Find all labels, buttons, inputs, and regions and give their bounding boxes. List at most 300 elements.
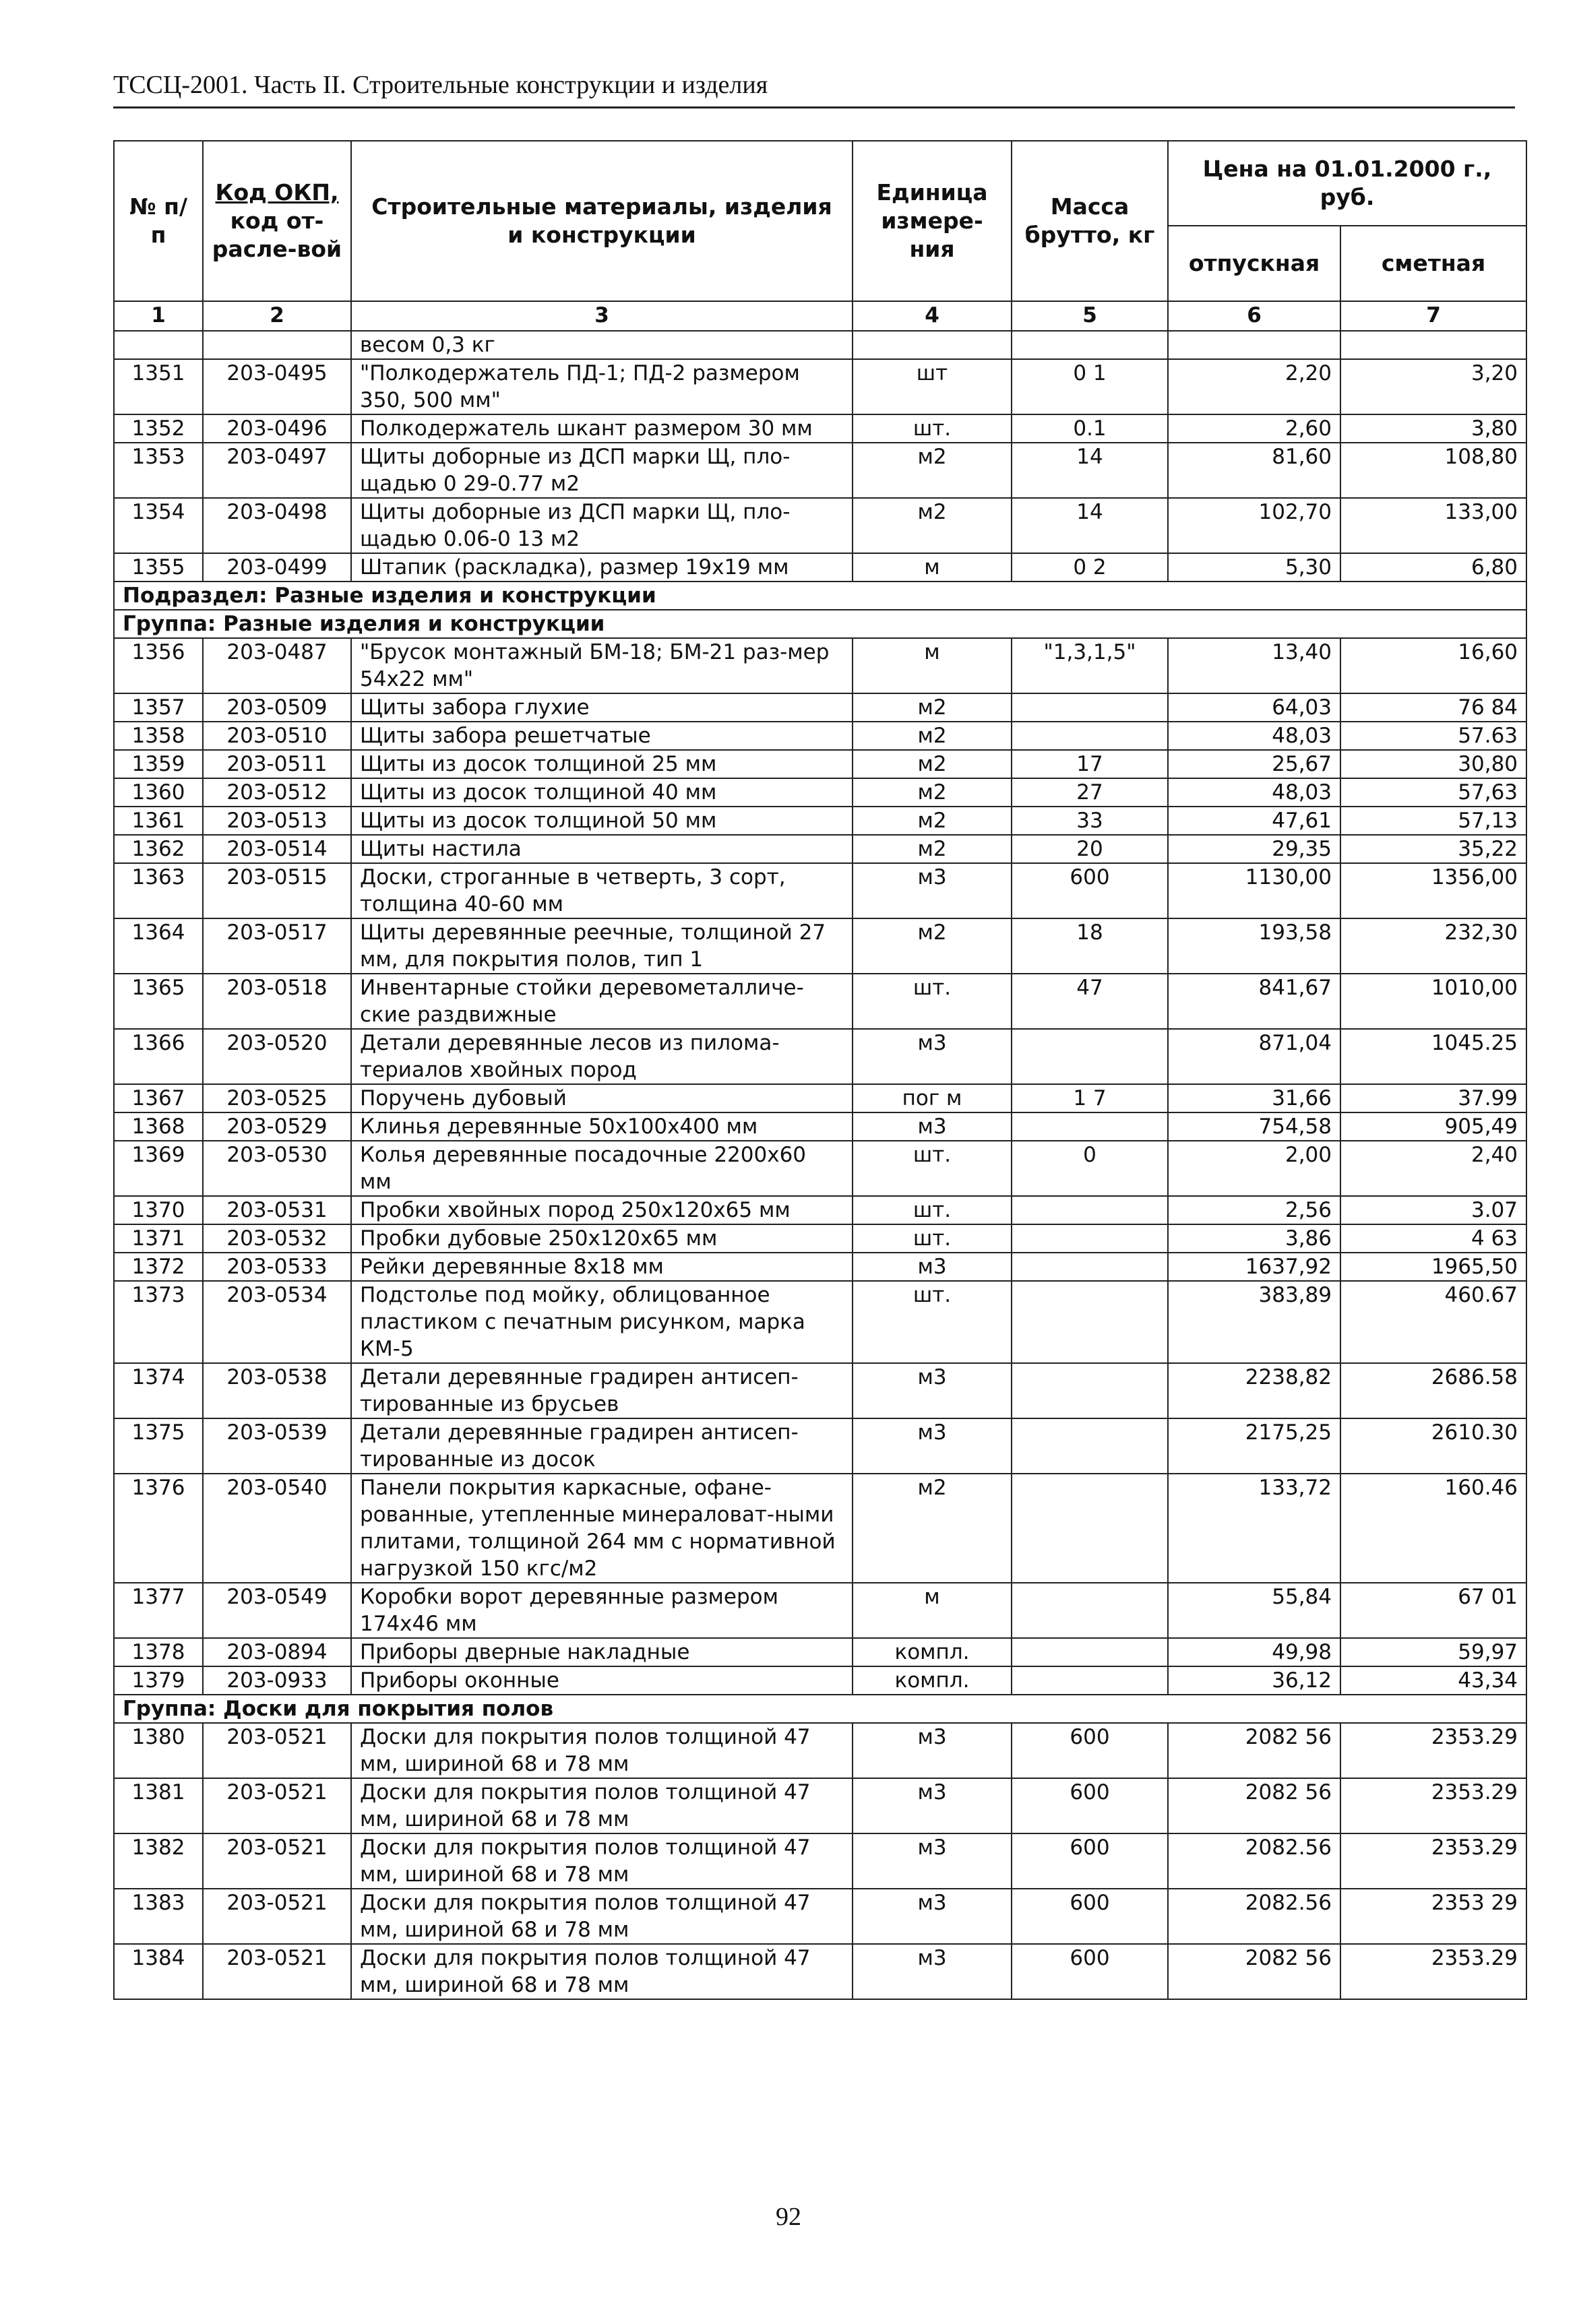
row-price-estimate: 16,60 (1340, 638, 1526, 693)
row-price-release: 754,58 (1168, 1112, 1340, 1141)
row-unit: м (853, 638, 1012, 693)
row-price-estimate: 57,13 (1340, 807, 1526, 835)
row-name: Клинья деревянные 50x100x400 мм (351, 1112, 853, 1141)
row-price-release: 48,03 (1168, 778, 1340, 807)
row-price-estimate: 2,40 (1340, 1141, 1526, 1196)
row-name: Детали деревянные лесов из пилома-териалов хвойных пород (351, 1029, 853, 1084)
table-row (114, 863, 1526, 918)
running-head: ТССЦ-2001. Часть II. Строительные конструкции и изделия (113, 71, 768, 99)
row-number: 1367 (114, 1084, 203, 1112)
row-code: 203-0514 (203, 835, 351, 863)
row-mass (1012, 1418, 1168, 1474)
row-price-estimate: 2610.30 (1340, 1418, 1526, 1474)
row-unit: шт (853, 359, 1012, 414)
row-code: 203-0520 (203, 1029, 351, 1084)
row-mass (1012, 1281, 1168, 1363)
row-name: Детали деревянные градирен антисеп-тированные из досок (351, 1418, 853, 1474)
row-unit: м2 (853, 807, 1012, 835)
row-price-release: 55,84 (1168, 1583, 1340, 1638)
row-name: весом 0,3 кг (351, 331, 853, 359)
row-unit: м (853, 553, 1012, 582)
row-unit: м2 (853, 1474, 1012, 1583)
row-price-estimate: 57.63 (1340, 722, 1526, 750)
row-unit: м2 (853, 835, 1012, 863)
rows-group-floor (114, 1723, 1526, 1999)
row-price-estimate: 133,00 (1340, 498, 1526, 553)
row-price-estimate: 1010,00 (1340, 974, 1526, 1029)
row-mass (1012, 1474, 1168, 1583)
row-mass: 14 (1012, 443, 1168, 498)
row-name: Пробки дубовые 250x120x65 мм (351, 1224, 853, 1253)
row-mass (1012, 693, 1168, 722)
header-unit: Единица измере-ния (853, 141, 1012, 301)
row-code: 203-0525 (203, 1084, 351, 1112)
table-row (114, 807, 1526, 835)
row-code: 203-0530 (203, 1141, 351, 1196)
row-price-release: 102,70 (1168, 498, 1340, 553)
table-row (114, 359, 1526, 414)
row-name: "Брусок монтажный БМ-18; БМ-21 раз-мер 54x22 мм" (351, 638, 853, 693)
row-name: Пробки хвойных пород 250x120x65 мм (351, 1196, 853, 1224)
row-mass (1012, 1363, 1168, 1418)
table-row (114, 498, 1526, 553)
row-number: 1381 (114, 1778, 203, 1833)
row-mass: 47 (1012, 974, 1168, 1029)
table-row (114, 918, 1526, 974)
row-unit: м2 (853, 722, 1012, 750)
row-name: Полкодержатель шкант размером 30 мм (351, 414, 853, 443)
row-name: Щиты из досок толщиной 25 мм (351, 750, 853, 778)
row-price-release: 29,35 (1168, 835, 1340, 863)
row-price-release: 193,58 (1168, 918, 1340, 974)
column-index-row (114, 301, 1526, 331)
row-price-release: 2,20 (1168, 359, 1340, 414)
row-mass: 27 (1012, 778, 1168, 807)
row-code: 203-0518 (203, 974, 351, 1029)
row-price-release: 1637,92 (1168, 1253, 1340, 1281)
table-row (114, 443, 1526, 498)
row-number: 1380 (114, 1723, 203, 1778)
row-number: 1377 (114, 1583, 203, 1638)
row-number: 1374 (114, 1363, 203, 1418)
row-mass (1012, 331, 1168, 359)
row-mass: 33 (1012, 807, 1168, 835)
row-price-estimate: 2353.29 (1340, 1833, 1526, 1889)
row-price-estimate: 3.07 (1340, 1196, 1526, 1224)
header-code (203, 141, 351, 301)
row-price-estimate (1340, 331, 1526, 359)
row-price-estimate: 1356,00 (1340, 863, 1526, 918)
row-mass: 20 (1012, 835, 1168, 863)
header-mass: Масса брутто, кг (1012, 141, 1168, 301)
table-row (114, 1833, 1526, 1889)
row-number: 1384 (114, 1944, 203, 1999)
row-unit: м3 (853, 1112, 1012, 1141)
row-unit: м3 (853, 1253, 1012, 1281)
row-price-release: 871,04 (1168, 1029, 1340, 1084)
row-code: 203-0496 (203, 414, 351, 443)
row-unit: м2 (853, 778, 1012, 807)
row-number: 1372 (114, 1253, 203, 1281)
table-row (114, 1889, 1526, 1944)
row-number: 1369 (114, 1141, 203, 1196)
row-name: "Полкодержатель ПД-1; ПД-2 размером 350, 500 мм" (351, 359, 853, 414)
table-row (114, 414, 1526, 443)
row-code: 203-0511 (203, 750, 351, 778)
row-mass: 600 (1012, 1889, 1168, 1944)
row-price-release: 64,03 (1168, 693, 1340, 722)
row-price-estimate: 1965,50 (1340, 1253, 1526, 1281)
row-name: Приборы дверные накладные (351, 1638, 853, 1666)
row-price-release: 47,61 (1168, 807, 1340, 835)
row-price-estimate: 67 01 (1340, 1583, 1526, 1638)
row-code: 203-0933 (203, 1666, 351, 1695)
row-number: 1373 (114, 1281, 203, 1363)
row-mass: 14 (1012, 498, 1168, 553)
table-row (114, 331, 1526, 359)
row-code: 203-0533 (203, 1253, 351, 1281)
row-number: 1366 (114, 1029, 203, 1084)
row-name: Доски, строганные в четверть, 3 сорт, толщина 40-60 мм (351, 863, 853, 918)
row-price-estimate: 3,80 (1340, 414, 1526, 443)
table-row (114, 1666, 1526, 1695)
table-row (114, 1944, 1526, 1999)
row-unit: м3 (853, 1029, 1012, 1084)
row-code: 203-0513 (203, 807, 351, 835)
row-mass: 1 7 (1012, 1084, 1168, 1112)
row-price-estimate: 6,80 (1340, 553, 1526, 582)
column-index: 1 (114, 301, 203, 331)
row-unit: м3 (853, 1778, 1012, 1833)
table-row (114, 1583, 1526, 1638)
row-code: 203-0521 (203, 1723, 351, 1778)
row-code: 203-0529 (203, 1112, 351, 1141)
row-code: 203-0521 (203, 1778, 351, 1833)
subsection-block (114, 582, 1526, 638)
table-row (114, 1029, 1526, 1084)
header-price-estimate: сметная (1340, 226, 1526, 301)
row-unit: компл. (853, 1666, 1012, 1695)
row-code: 203-0894 (203, 1638, 351, 1666)
table-row (114, 1638, 1526, 1666)
table-row (114, 553, 1526, 582)
row-mass (1012, 1638, 1168, 1666)
row-code: 203-0549 (203, 1583, 351, 1638)
row-price-estimate: 3,20 (1340, 359, 1526, 414)
row-number: 1370 (114, 1196, 203, 1224)
table-row (114, 835, 1526, 863)
row-mass: 600 (1012, 1833, 1168, 1889)
table-row (114, 1112, 1526, 1141)
row-name: Щиты доборные из ДСП марки Щ, пло-щадью 0.06-0 13 м2 (351, 498, 853, 553)
row-price-estimate: 2353.29 (1340, 1778, 1526, 1833)
rows-group-misc (114, 638, 1526, 1695)
row-unit: м3 (853, 1363, 1012, 1418)
row-price-release: 2082 56 (1168, 1778, 1340, 1833)
row-price-release: 25,67 (1168, 750, 1340, 778)
header-num: № п/п (114, 141, 203, 301)
row-mass: 17 (1012, 750, 1168, 778)
row-price-release: 2082.56 (1168, 1889, 1340, 1944)
row-price-release: 2,00 (1168, 1141, 1340, 1196)
row-number: 1357 (114, 693, 203, 722)
row-number: 1376 (114, 1474, 203, 1583)
row-price-release: 48,03 (1168, 722, 1340, 750)
row-price-release: 31,66 (1168, 1084, 1340, 1112)
row-price-estimate: 2353.29 (1340, 1944, 1526, 1999)
row-unit: шт. (853, 1281, 1012, 1363)
row-unit: шт. (853, 1224, 1012, 1253)
row-unit: м2 (853, 693, 1012, 722)
row-code: 203-0517 (203, 918, 351, 974)
row-code: 203-0521 (203, 1833, 351, 1889)
row-name: Щиты из досок толщиной 50 мм (351, 807, 853, 835)
row-mass: 18 (1012, 918, 1168, 974)
table-row (114, 1474, 1526, 1583)
row-price-estimate: 37.99 (1340, 1084, 1526, 1112)
row-number: 1363 (114, 863, 203, 918)
row-unit: м3 (853, 1418, 1012, 1474)
row-unit: м3 (853, 1944, 1012, 1999)
row-code (203, 331, 351, 359)
row-price-release: 2,60 (1168, 414, 1340, 443)
row-name: Панели покрытия каркасные, офане-рованные, утепленные минераловат-ными плитами, толщиной 264 мм с нормативной нагрузкой 150 кгс/м2 (351, 1474, 853, 1583)
row-name: Щиты деревянные реечные, толщиной 27 мм, для покрытия полов, тип 1 (351, 918, 853, 974)
row-price-estimate: 905,49 (1340, 1112, 1526, 1141)
row-code: 203-0532 (203, 1224, 351, 1253)
row-number: 1354 (114, 498, 203, 553)
table-row (114, 1418, 1526, 1474)
row-price-estimate: 2353.29 (1340, 1723, 1526, 1778)
table-row (114, 1281, 1526, 1363)
row-unit: м2 (853, 498, 1012, 553)
row-name: Рейки деревянные 8x18 мм (351, 1253, 853, 1281)
row-price-release: 5,30 (1168, 553, 1340, 582)
row-price-release: 133,72 (1168, 1474, 1340, 1583)
table-row (114, 1723, 1526, 1778)
header-price-release: отпускная (1168, 226, 1340, 301)
row-mass: 600 (1012, 1944, 1168, 1999)
row-code: 203-0499 (203, 553, 351, 582)
row-mass: 600 (1012, 1778, 1168, 1833)
row-mass (1012, 1666, 1168, 1695)
row-number: 1362 (114, 835, 203, 863)
row-unit: м3 (853, 1723, 1012, 1778)
row-number: 1356 (114, 638, 203, 693)
row-price-release: 1130,00 (1168, 863, 1340, 918)
table-row (114, 974, 1526, 1029)
table-row (114, 1224, 1526, 1253)
row-mass (1012, 1112, 1168, 1141)
row-number: 1364 (114, 918, 203, 974)
row-price-release: 2082 56 (1168, 1723, 1340, 1778)
row-price-release: 383,89 (1168, 1281, 1340, 1363)
row-price-release (1168, 331, 1340, 359)
row-code: 203-0515 (203, 863, 351, 918)
row-number: 1379 (114, 1666, 203, 1695)
row-price-estimate: 43,34 (1340, 1666, 1526, 1695)
row-name: Щиты доборные из ДСП марки Щ, пло-щадью 0 29-0.77 м2 (351, 443, 853, 498)
row-price-release: 36,12 (1168, 1666, 1340, 1695)
row-code: 203-0510 (203, 722, 351, 750)
row-mass (1012, 1253, 1168, 1281)
table-row (114, 1363, 1526, 1418)
row-number: 1360 (114, 778, 203, 807)
table-row (114, 778, 1526, 807)
row-code: 203-0539 (203, 1418, 351, 1474)
column-index: 2 (203, 301, 351, 331)
row-mass: 0 1 (1012, 359, 1168, 414)
row-name: Приборы оконные (351, 1666, 853, 1695)
group-block-floor (114, 1695, 1526, 1723)
table-row (114, 1253, 1526, 1281)
column-index: 6 (1168, 301, 1340, 331)
row-unit: м3 (853, 863, 1012, 918)
row-code: 203-0487 (203, 638, 351, 693)
row-code: 203-0512 (203, 778, 351, 807)
table-row (114, 638, 1526, 693)
row-price-release: 2082 56 (1168, 1944, 1340, 1999)
row-name: Штапик (раскладка), размер 19x19 мм (351, 553, 853, 582)
row-number: 1383 (114, 1889, 203, 1944)
row-mass (1012, 722, 1168, 750)
row-unit (853, 331, 1012, 359)
row-price-estimate: 160.46 (1340, 1474, 1526, 1583)
row-price-release: 49,98 (1168, 1638, 1340, 1666)
row-unit: м3 (853, 1889, 1012, 1944)
row-price-estimate: 460.67 (1340, 1281, 1526, 1363)
row-mass: "1,3,1,5" (1012, 638, 1168, 693)
header-code-okp: Код ОКП, (215, 179, 339, 206)
row-mass: 0 2 (1012, 553, 1168, 582)
row-unit: шт. (853, 1196, 1012, 1224)
row-name: Доски для покрытия полов толщиной 47 мм, шириной 68 и 78 мм (351, 1889, 853, 1944)
row-price-release: 2175,25 (1168, 1418, 1340, 1474)
header-price: Цена на 01.01.2000 г., руб. (1168, 141, 1526, 226)
row-code: 203-0521 (203, 1944, 351, 1999)
row-price-release: 2082.56 (1168, 1833, 1340, 1889)
row-price-estimate: 35,22 (1340, 835, 1526, 863)
rows-top (114, 331, 1526, 582)
column-index: 5 (1012, 301, 1168, 331)
row-price-estimate: 30,80 (1340, 750, 1526, 778)
group-title-misc: Группа: Разные изделия и конструкции (114, 610, 1526, 638)
row-unit: шт. (853, 1141, 1012, 1196)
row-number: 1352 (114, 414, 203, 443)
row-code: 203-0498 (203, 498, 351, 553)
row-unit: пог м (853, 1084, 1012, 1112)
row-mass (1012, 1224, 1168, 1253)
row-name: Детали деревянные градирен антисеп-тированные из брусьев (351, 1363, 853, 1418)
row-price-estimate: 232,30 (1340, 918, 1526, 974)
row-price-estimate: 2686.58 (1340, 1363, 1526, 1418)
row-number: 1351 (114, 359, 203, 414)
header-rule (113, 106, 1515, 108)
row-name: Доски для покрытия полов толщиной 47 мм, шириной 68 и 78 мм (351, 1833, 853, 1889)
column-index: 4 (853, 301, 1012, 331)
column-index: 7 (1340, 301, 1526, 331)
table-row (114, 693, 1526, 722)
row-code: 203-0540 (203, 1474, 351, 1583)
row-unit: м2 (853, 443, 1012, 498)
row-price-estimate: 57,63 (1340, 778, 1526, 807)
row-price-release: 3,86 (1168, 1224, 1340, 1253)
row-name: Доски для покрытия полов толщиной 47 мм, шириной 68 и 78 мм (351, 1778, 853, 1833)
row-number: 1358 (114, 722, 203, 750)
row-number: 1382 (114, 1833, 203, 1889)
row-unit: м2 (853, 750, 1012, 778)
price-table (113, 140, 1527, 2000)
row-number: 1378 (114, 1638, 203, 1666)
row-unit: м (853, 1583, 1012, 1638)
row-price-release: 2,56 (1168, 1196, 1340, 1224)
row-mass: 0.1 (1012, 414, 1168, 443)
row-price-release: 841,67 (1168, 974, 1340, 1029)
table-row (114, 1778, 1526, 1833)
row-name: Щиты забора решетчатые (351, 722, 853, 750)
subsection-title: Подраздел: Разные изделия и конструкции (114, 582, 1526, 610)
header-name: Строительные материалы, изделия и конструкции (351, 141, 853, 301)
row-number: 1361 (114, 807, 203, 835)
table-row (114, 1196, 1526, 1224)
row-price-release: 2238,82 (1168, 1363, 1340, 1418)
table-row (114, 750, 1526, 778)
row-mass (1012, 1583, 1168, 1638)
table-row (114, 1141, 1526, 1196)
row-unit: шт. (853, 414, 1012, 443)
row-unit: м3 (853, 1833, 1012, 1889)
row-name: Доски для покрытия полов толщиной 47 мм, шириной 68 и 78 мм (351, 1723, 853, 1778)
row-name: Поручень дубовый (351, 1084, 853, 1112)
page-number: 92 (776, 2203, 801, 2231)
table-row (114, 1084, 1526, 1112)
row-mass: 0 (1012, 1141, 1168, 1196)
row-code: 203-0497 (203, 443, 351, 498)
row-mass (1012, 1196, 1168, 1224)
row-code: 203-0495 (203, 359, 351, 414)
header-code-branch: код от-расле-вой (212, 208, 342, 262)
row-number: 1355 (114, 553, 203, 582)
row-number: 1353 (114, 443, 203, 498)
row-number: 1368 (114, 1112, 203, 1141)
row-price-estimate: 59,97 (1340, 1638, 1526, 1666)
row-code: 203-0538 (203, 1363, 351, 1418)
row-unit: м2 (853, 918, 1012, 974)
row-number: 1359 (114, 750, 203, 778)
row-price-estimate: 76 84 (1340, 693, 1526, 722)
row-name: Колья деревянные посадочные 2200x60 мм (351, 1141, 853, 1196)
row-price-release: 13,40 (1168, 638, 1340, 693)
row-code: 203-0509 (203, 693, 351, 722)
row-unit: шт. (853, 974, 1012, 1029)
row-name: Инвентарные стойки деревометалличе-ские раздвижные (351, 974, 853, 1029)
row-name: Щиты настила (351, 835, 853, 863)
row-price-estimate: 1045.25 (1340, 1029, 1526, 1084)
row-number: 1365 (114, 974, 203, 1029)
row-number: 1375 (114, 1418, 203, 1474)
table-row (114, 722, 1526, 750)
row-price-estimate: 2353 29 (1340, 1889, 1526, 1944)
row-code: 203-0531 (203, 1196, 351, 1224)
row-name: Щиты из досок толщиной 40 мм (351, 778, 853, 807)
row-mass (1012, 1029, 1168, 1084)
row-name: Щиты забора глухие (351, 693, 853, 722)
row-unit: компл. (853, 1638, 1012, 1666)
column-index: 3 (351, 301, 853, 331)
row-name: Коробки ворот деревянные размером 174x46 мм (351, 1583, 853, 1638)
row-code: 203-0534 (203, 1281, 351, 1363)
group-title-floor: Группа: Доски для покрытия полов (114, 1695, 1526, 1723)
